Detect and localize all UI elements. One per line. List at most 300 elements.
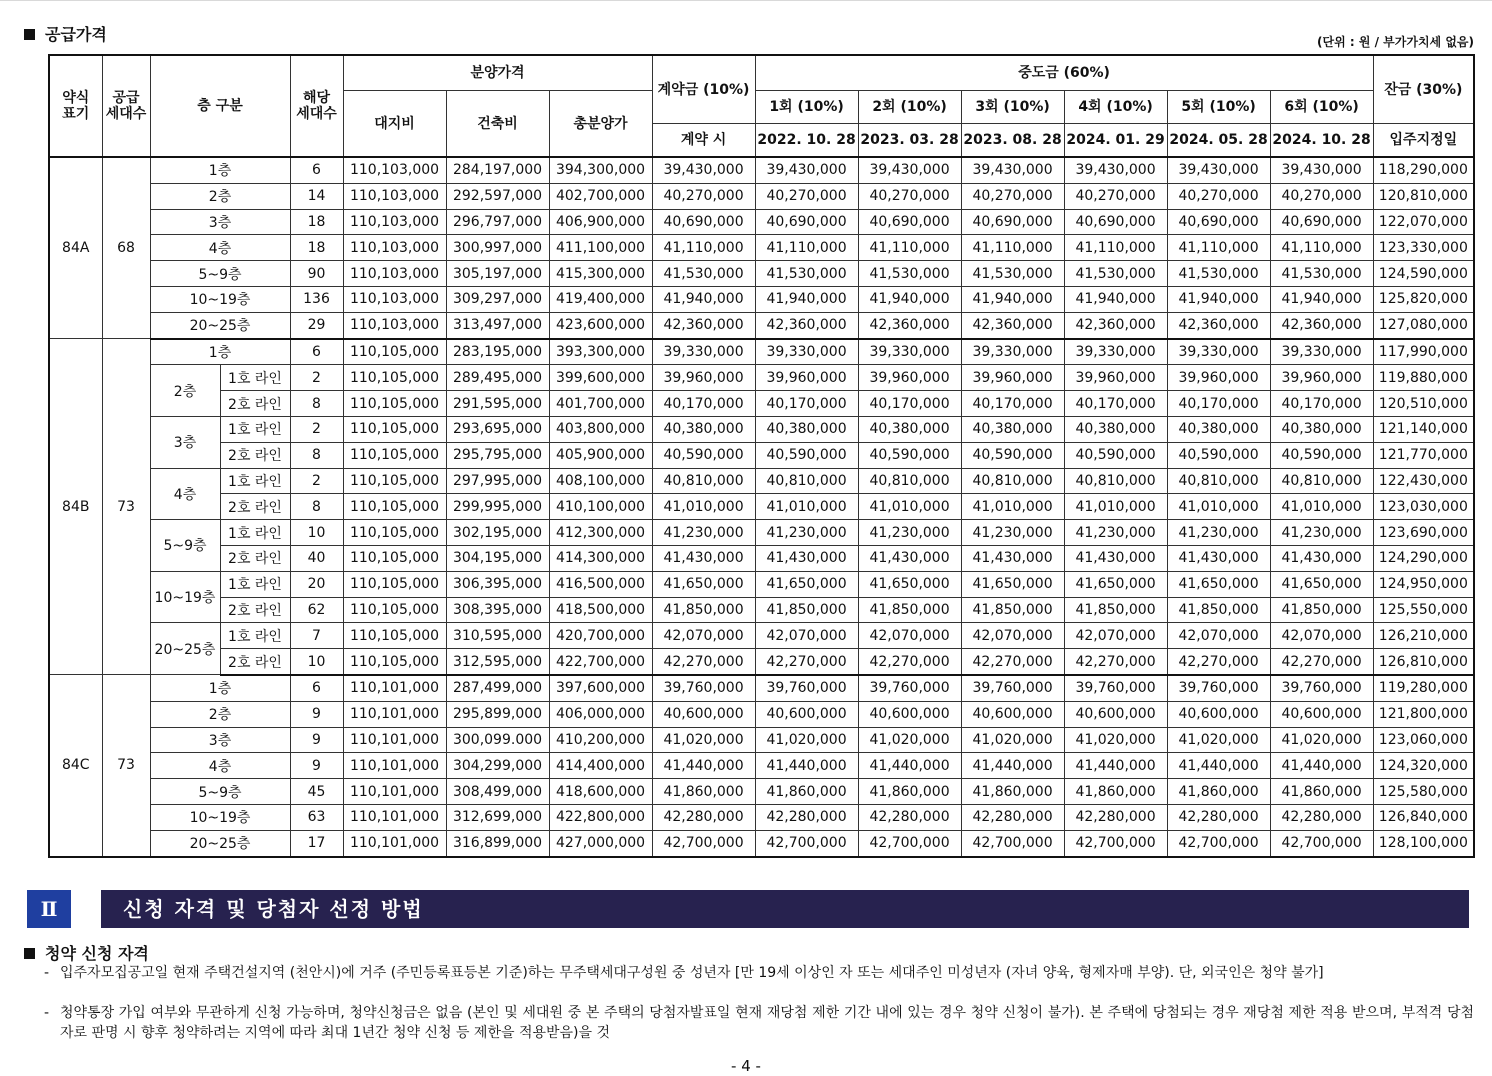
land-cell: 110,105,000 — [343, 571, 446, 597]
land-cell: 110,103,000 — [343, 235, 446, 261]
middle-cell: 41,440,000 — [858, 753, 961, 779]
building-cell: 304,299,000 — [446, 753, 549, 779]
land-cell: 110,105,000 — [343, 520, 446, 546]
middle-cell: 41,110,000 — [1064, 235, 1167, 261]
units-cell: 8 — [290, 391, 343, 417]
balance-cell: 122,070,000 — [1373, 209, 1474, 235]
middle-cell: 41,940,000 — [1064, 286, 1167, 312]
middle-cell: 40,170,000 — [1167, 391, 1270, 417]
floor-cell: 1층 — [150, 339, 290, 365]
total-cell: 420,700,000 — [549, 623, 652, 649]
middle-cell: 40,810,000 — [1270, 468, 1373, 494]
middle-cell: 39,960,000 — [1064, 365, 1167, 391]
deposit-cell: 41,850,000 — [652, 597, 755, 623]
total-cell: 410,200,000 — [549, 727, 652, 753]
balance-cell: 126,810,000 — [1373, 649, 1474, 675]
middle-cell: 39,430,000 — [755, 157, 858, 183]
land-cell: 110,103,000 — [343, 209, 446, 235]
balance-cell: 121,770,000 — [1373, 442, 1474, 468]
units-cell: 6 — [290, 157, 343, 183]
header-middle-round: 2회 (10%) — [858, 91, 961, 124]
units-cell: 9 — [290, 701, 343, 727]
price-table-body — [49, 157, 1474, 857]
middle-cell: 40,590,000 — [1270, 442, 1373, 468]
middle-cell: 42,700,000 — [1270, 830, 1373, 856]
header-middle-round: 6회 (10%) — [1270, 91, 1373, 124]
middle-cell: 41,530,000 — [1270, 261, 1373, 287]
floor-cell: 10~19층 — [150, 286, 290, 312]
deposit-cell: 42,280,000 — [652, 804, 755, 830]
building-cell: 289,495,000 — [446, 365, 549, 391]
header-balance: 잔금 (30%) — [1373, 55, 1474, 124]
middle-cell: 40,590,000 — [1167, 442, 1270, 468]
balance-cell: 128,100,000 — [1373, 830, 1474, 856]
square-bullet-icon — [24, 29, 35, 40]
deposit-cell: 42,700,000 — [652, 830, 755, 856]
table-row — [49, 468, 1474, 494]
deposit-cell: 41,440,000 — [652, 753, 755, 779]
price-table — [48, 54, 1475, 858]
middle-cell: 39,760,000 — [961, 675, 1064, 701]
deposit-cell: 40,690,000 — [652, 209, 755, 235]
building-cell: 313,497,000 — [446, 312, 549, 338]
middle-cell: 39,760,000 — [1064, 675, 1167, 701]
deposit-cell: 39,960,000 — [652, 365, 755, 391]
units-cell: 2 — [290, 416, 343, 442]
floor-cell: 3층 — [150, 416, 220, 468]
middle-cell: 41,940,000 — [755, 286, 858, 312]
floor-cell: 2층 — [150, 183, 290, 209]
middle-cell: 39,430,000 — [961, 157, 1064, 183]
middle-cell: 41,230,000 — [858, 520, 961, 546]
floor-cell: 10~19층 — [150, 571, 220, 623]
units-cell: 20 — [290, 571, 343, 597]
middle-cell: 39,430,000 — [1064, 157, 1167, 183]
header-balance-time: 입주지정일 — [1373, 124, 1474, 158]
total-cell: 401,700,000 — [549, 391, 652, 417]
middle-cell: 40,270,000 — [1064, 183, 1167, 209]
middle-cell: 41,850,000 — [1064, 597, 1167, 623]
middle-cell: 42,360,000 — [755, 312, 858, 338]
header-middle-round: 4회 (10%) — [1064, 91, 1167, 124]
floor-cell: 20~25층 — [150, 312, 290, 338]
balance-cell: 123,330,000 — [1373, 235, 1474, 261]
building-cell: 283,195,000 — [446, 339, 549, 365]
units-cell: 40 — [290, 545, 343, 571]
header-middle-round: 1회 (10%) — [755, 91, 858, 124]
middle-cell: 40,270,000 — [755, 183, 858, 209]
middle-cell: 40,590,000 — [755, 442, 858, 468]
units-cell: 18 — [290, 209, 343, 235]
table-row — [49, 209, 1474, 235]
land-cell: 110,101,000 — [343, 804, 446, 830]
land-cell: 110,101,000 — [343, 753, 446, 779]
balance-cell: 123,060,000 — [1373, 727, 1474, 753]
total-cell: 427,000,000 — [549, 830, 652, 856]
section-title: 공급가격 — [24, 22, 107, 45]
middle-cell: 39,330,000 — [1064, 339, 1167, 365]
middle-cell: 39,330,000 — [858, 339, 961, 365]
table-row — [49, 753, 1474, 779]
table-row — [49, 727, 1474, 753]
middle-cell: 40,170,000 — [1064, 391, 1167, 417]
land-cell: 110,105,000 — [343, 391, 446, 417]
middle-cell: 39,330,000 — [1167, 339, 1270, 365]
table-row — [49, 675, 1474, 701]
middle-cell: 39,760,000 — [1270, 675, 1373, 701]
table-row — [49, 339, 1474, 365]
balance-cell: 125,580,000 — [1373, 779, 1474, 805]
balance-cell: 121,800,000 — [1373, 701, 1474, 727]
header-deposit: 계약금 (10%) — [652, 55, 755, 124]
balance-cell: 124,950,000 — [1373, 571, 1474, 597]
table-row — [49, 649, 1474, 675]
middle-cell: 41,110,000 — [1167, 235, 1270, 261]
floor-cell: 4층 — [150, 753, 290, 779]
middle-cell: 41,230,000 — [1064, 520, 1167, 546]
balance-cell: 120,510,000 — [1373, 391, 1474, 417]
building-cell: 295,795,000 — [446, 442, 549, 468]
middle-cell: 41,010,000 — [755, 494, 858, 520]
balance-cell: 124,290,000 — [1373, 545, 1474, 571]
total-cell: 416,500,000 — [549, 571, 652, 597]
total-cell: 418,600,000 — [549, 779, 652, 805]
total-cell: 403,800,000 — [549, 416, 652, 442]
middle-cell: 42,700,000 — [858, 830, 961, 856]
building-cell: 306,395,000 — [446, 571, 549, 597]
middle-cell: 40,380,000 — [1167, 416, 1270, 442]
balance-cell: 125,820,000 — [1373, 286, 1474, 312]
table-row — [49, 416, 1474, 442]
middle-cell: 39,430,000 — [858, 157, 961, 183]
middle-cell: 41,650,000 — [961, 571, 1064, 597]
header-middle-round: 5회 (10%) — [1167, 91, 1270, 124]
land-cell: 110,101,000 — [343, 727, 446, 753]
line-cell: 1호 라인 — [220, 365, 290, 391]
total-cell: 419,400,000 — [549, 286, 652, 312]
total-cell: 412,300,000 — [549, 520, 652, 546]
deposit-cell: 40,270,000 — [652, 183, 755, 209]
building-cell: 316,899,000 — [446, 830, 549, 856]
deposit-cell: 39,430,000 — [652, 157, 755, 183]
total-cell: 415,300,000 — [549, 261, 652, 287]
total-cell: 393,300,000 — [549, 339, 652, 365]
type-cell: 84A — [49, 157, 102, 339]
middle-cell: 41,940,000 — [1167, 286, 1270, 312]
middle-cell: 41,860,000 — [1270, 779, 1373, 805]
table-row — [49, 312, 1474, 338]
middle-cell: 42,360,000 — [961, 312, 1064, 338]
middle-cell: 41,530,000 — [1064, 261, 1167, 287]
middle-cell: 41,010,000 — [1064, 494, 1167, 520]
balance-cell: 124,590,000 — [1373, 261, 1474, 287]
middle-cell: 41,850,000 — [755, 597, 858, 623]
middle-cell: 41,440,000 — [1167, 753, 1270, 779]
building-cell: 310,595,000 — [446, 623, 549, 649]
deposit-cell: 41,430,000 — [652, 545, 755, 571]
building-cell: 305,197,000 — [446, 261, 549, 287]
supply-cell: 68 — [102, 157, 150, 339]
balance-cell: 126,840,000 — [1373, 804, 1474, 830]
middle-cell: 42,270,000 — [755, 649, 858, 675]
deposit-cell: 41,010,000 — [652, 494, 755, 520]
section-banner — [27, 890, 1469, 928]
building-cell: 295,899,000 — [446, 701, 549, 727]
dash-bullet-icon: - — [44, 965, 50, 981]
total-cell: 414,400,000 — [549, 753, 652, 779]
middle-cell: 40,380,000 — [1064, 416, 1167, 442]
middle-cell: 41,020,000 — [755, 727, 858, 753]
floor-cell: 4층 — [150, 468, 220, 520]
middle-cell: 40,590,000 — [961, 442, 1064, 468]
line-cell: 1호 라인 — [220, 571, 290, 597]
line-cell: 1호 라인 — [220, 468, 290, 494]
units-cell: 10 — [290, 520, 343, 546]
middle-cell: 41,650,000 — [1064, 571, 1167, 597]
floor-cell: 3층 — [150, 209, 290, 235]
building-cell: 292,597,000 — [446, 183, 549, 209]
balance-cell: 122,430,000 — [1373, 468, 1474, 494]
table-row — [49, 804, 1474, 830]
middle-cell: 39,330,000 — [755, 339, 858, 365]
middle-cell: 41,110,000 — [961, 235, 1064, 261]
supply-cell: 73 — [102, 675, 150, 857]
eligibility-bullet: - 청약통장 가입 여부와 무관하게 신청 가능하며, 청약신청금은 없음 (본인 및 세대원 중 본 주택의 당첨자발표일 현재 재당첨 제한 기간 내에 있는 경우 청약 신청이 불가). 본 주택에 당첨되는 경우 재당첨 제한 적용 받으며, 부적격 당첨자로 판명 시 향후 청약하려는 지역에 따라 최대 1년간 청약 신청 등 제한을 적용받음)을 것 — [44, 1005, 1474, 1041]
deposit-cell: 41,530,000 — [652, 261, 755, 287]
total-cell: 405,900,000 — [549, 442, 652, 468]
total-cell: 408,100,000 — [549, 468, 652, 494]
middle-cell: 42,700,000 — [1064, 830, 1167, 856]
units-cell: 6 — [290, 339, 343, 365]
total-cell: 394,300,000 — [549, 157, 652, 183]
middle-cell: 41,650,000 — [755, 571, 858, 597]
header-supply: 공급 세대수 — [102, 55, 150, 157]
middle-cell: 41,850,000 — [1167, 597, 1270, 623]
deposit-cell: 41,940,000 — [652, 286, 755, 312]
section-banner-title: 신청 자격 및 당첨자 선정 방법 — [101, 890, 1469, 928]
page-number: - 4 - — [731, 1057, 761, 1075]
units-cell: 6 — [290, 675, 343, 701]
building-cell: 308,499,000 — [446, 779, 549, 805]
middle-cell: 40,600,000 — [858, 701, 961, 727]
header-middle-date: 2024. 10. 28 — [1270, 124, 1373, 158]
section-number: Ⅱ — [27, 890, 71, 928]
balance-cell: 120,810,000 — [1373, 183, 1474, 209]
middle-cell: 42,070,000 — [755, 623, 858, 649]
deposit-cell: 40,170,000 — [652, 391, 755, 417]
unit-note: (단위 : 원 / 부가가치세 없음) — [1317, 35, 1474, 49]
middle-cell: 42,270,000 — [1064, 649, 1167, 675]
balance-cell: 123,690,000 — [1373, 520, 1474, 546]
land-cell: 110,101,000 — [343, 830, 446, 856]
middle-cell: 41,650,000 — [1167, 571, 1270, 597]
middle-cell: 40,270,000 — [858, 183, 961, 209]
units-cell: 8 — [290, 494, 343, 520]
middle-cell: 42,070,000 — [858, 623, 961, 649]
building-cell: 312,699,000 — [446, 804, 549, 830]
units-cell: 29 — [290, 312, 343, 338]
middle-cell: 40,380,000 — [961, 416, 1064, 442]
middle-cell: 39,960,000 — [961, 365, 1064, 391]
table-row — [49, 520, 1474, 546]
line-cell: 2호 라인 — [220, 545, 290, 571]
table-row — [49, 235, 1474, 261]
floor-cell: 10~19층 — [150, 804, 290, 830]
middle-cell: 39,430,000 — [1167, 157, 1270, 183]
floor-cell: 5~9층 — [150, 520, 220, 572]
middle-cell: 40,810,000 — [1064, 468, 1167, 494]
middle-cell: 41,430,000 — [1064, 545, 1167, 571]
table-row — [49, 623, 1474, 649]
building-cell: 291,595,000 — [446, 391, 549, 417]
land-cell: 110,101,000 — [343, 701, 446, 727]
header-units: 해당 세대수 — [290, 55, 343, 157]
middle-cell: 40,690,000 — [961, 209, 1064, 235]
balance-cell: 125,550,000 — [1373, 597, 1474, 623]
middle-cell: 40,170,000 — [1270, 391, 1373, 417]
units-cell: 2 — [290, 468, 343, 494]
middle-cell: 40,170,000 — [961, 391, 1064, 417]
middle-cell: 40,810,000 — [1167, 468, 1270, 494]
deposit-cell: 41,230,000 — [652, 520, 755, 546]
middle-cell: 40,690,000 — [1064, 209, 1167, 235]
floor-cell: 5~9층 — [150, 779, 290, 805]
middle-cell: 40,590,000 — [858, 442, 961, 468]
building-cell: 297,995,000 — [446, 468, 549, 494]
line-cell: 1호 라인 — [220, 623, 290, 649]
floor-cell: 1층 — [150, 157, 290, 183]
table-row — [49, 597, 1474, 623]
land-cell: 110,105,000 — [343, 494, 446, 520]
middle-cell: 41,530,000 — [755, 261, 858, 287]
table-row — [49, 261, 1474, 287]
building-cell: 300,099.000 — [446, 727, 549, 753]
deposit-cell: 40,380,000 — [652, 416, 755, 442]
middle-cell: 41,010,000 — [1270, 494, 1373, 520]
total-cell: 422,800,000 — [549, 804, 652, 830]
middle-cell: 41,940,000 — [961, 286, 1064, 312]
middle-cell: 41,440,000 — [1064, 753, 1167, 779]
table-row — [49, 391, 1474, 417]
total-cell: 397,600,000 — [549, 675, 652, 701]
middle-cell: 40,380,000 — [858, 416, 961, 442]
balance-cell: 127,080,000 — [1373, 312, 1474, 338]
header-floor: 층 구분 — [150, 55, 290, 157]
units-cell: 2 — [290, 365, 343, 391]
middle-cell: 39,960,000 — [1270, 365, 1373, 391]
middle-cell: 39,960,000 — [1167, 365, 1270, 391]
middle-cell: 41,010,000 — [1167, 494, 1270, 520]
middle-cell: 41,850,000 — [858, 597, 961, 623]
middle-cell: 41,230,000 — [1270, 520, 1373, 546]
middle-cell: 40,170,000 — [858, 391, 961, 417]
table-row — [49, 157, 1474, 183]
middle-cell: 39,760,000 — [1167, 675, 1270, 701]
total-cell: 411,100,000 — [549, 235, 652, 261]
middle-cell: 41,440,000 — [1270, 753, 1373, 779]
middle-cell: 42,700,000 — [1167, 830, 1270, 856]
middle-cell: 41,650,000 — [1270, 571, 1373, 597]
floor-cell: 3층 — [150, 727, 290, 753]
land-cell: 110,103,000 — [343, 183, 446, 209]
table-row — [49, 183, 1474, 209]
line-cell: 2호 라인 — [220, 494, 290, 520]
middle-cell: 40,690,000 — [1167, 209, 1270, 235]
dash-bullet-icon: - — [44, 1005, 50, 1021]
land-cell: 110,103,000 — [343, 261, 446, 287]
middle-cell: 39,960,000 — [755, 365, 858, 391]
header-middle-date: 2022. 10. 28 — [755, 124, 858, 158]
land-cell: 110,105,000 — [343, 468, 446, 494]
middle-cell: 41,860,000 — [1064, 779, 1167, 805]
middle-cell: 41,020,000 — [1064, 727, 1167, 753]
land-cell: 110,105,000 — [343, 365, 446, 391]
middle-cell: 41,010,000 — [858, 494, 961, 520]
balance-cell: 126,210,000 — [1373, 623, 1474, 649]
middle-cell: 41,940,000 — [1270, 286, 1373, 312]
units-cell: 90 — [290, 261, 343, 287]
table-row — [49, 545, 1474, 571]
middle-cell: 41,530,000 — [1167, 261, 1270, 287]
line-cell: 1호 라인 — [220, 520, 290, 546]
land-cell: 110,103,000 — [343, 157, 446, 183]
floor-cell: 2층 — [150, 365, 220, 417]
building-cell: 300,997,000 — [446, 235, 549, 261]
land-cell: 110,101,000 — [343, 675, 446, 701]
middle-cell: 40,600,000 — [1167, 701, 1270, 727]
deposit-cell: 41,650,000 — [652, 571, 755, 597]
middle-cell: 42,280,000 — [755, 804, 858, 830]
deposit-cell: 39,760,000 — [652, 675, 755, 701]
price-table-header — [49, 55, 1474, 157]
middle-cell: 42,070,000 — [961, 623, 1064, 649]
middle-cell: 40,690,000 — [1270, 209, 1373, 235]
units-cell: 63 — [290, 804, 343, 830]
floor-cell: 2층 — [150, 701, 290, 727]
building-cell: 312,595,000 — [446, 649, 549, 675]
balance-cell: 119,280,000 — [1373, 675, 1474, 701]
middle-cell: 41,230,000 — [961, 520, 1064, 546]
header-building: 건축비 — [446, 91, 549, 158]
building-cell: 293,695,000 — [446, 416, 549, 442]
middle-cell: 42,280,000 — [1064, 804, 1167, 830]
middle-cell: 42,270,000 — [1270, 649, 1373, 675]
floor-cell: 20~25층 — [150, 830, 290, 856]
middle-cell: 41,430,000 — [755, 545, 858, 571]
middle-cell: 39,760,000 — [755, 675, 858, 701]
total-cell: 406,900,000 — [549, 209, 652, 235]
building-cell: 299,995,000 — [446, 494, 549, 520]
floor-cell: 20~25층 — [150, 623, 220, 675]
middle-cell: 41,230,000 — [755, 520, 858, 546]
middle-cell: 42,270,000 — [858, 649, 961, 675]
table-row — [49, 442, 1474, 468]
line-cell: 1호 라인 — [220, 416, 290, 442]
middle-cell: 40,600,000 — [1270, 701, 1373, 727]
table-row — [49, 779, 1474, 805]
middle-cell: 41,430,000 — [858, 545, 961, 571]
table-row — [49, 286, 1474, 312]
land-cell: 110,105,000 — [343, 416, 446, 442]
middle-cell: 42,360,000 — [1270, 312, 1373, 338]
middle-cell: 40,170,000 — [755, 391, 858, 417]
middle-cell: 41,650,000 — [858, 571, 961, 597]
middle-cell: 40,270,000 — [1270, 183, 1373, 209]
deposit-cell: 40,590,000 — [652, 442, 755, 468]
middle-cell: 41,850,000 — [961, 597, 1064, 623]
middle-cell: 40,380,000 — [755, 416, 858, 442]
middle-cell: 39,330,000 — [961, 339, 1064, 365]
